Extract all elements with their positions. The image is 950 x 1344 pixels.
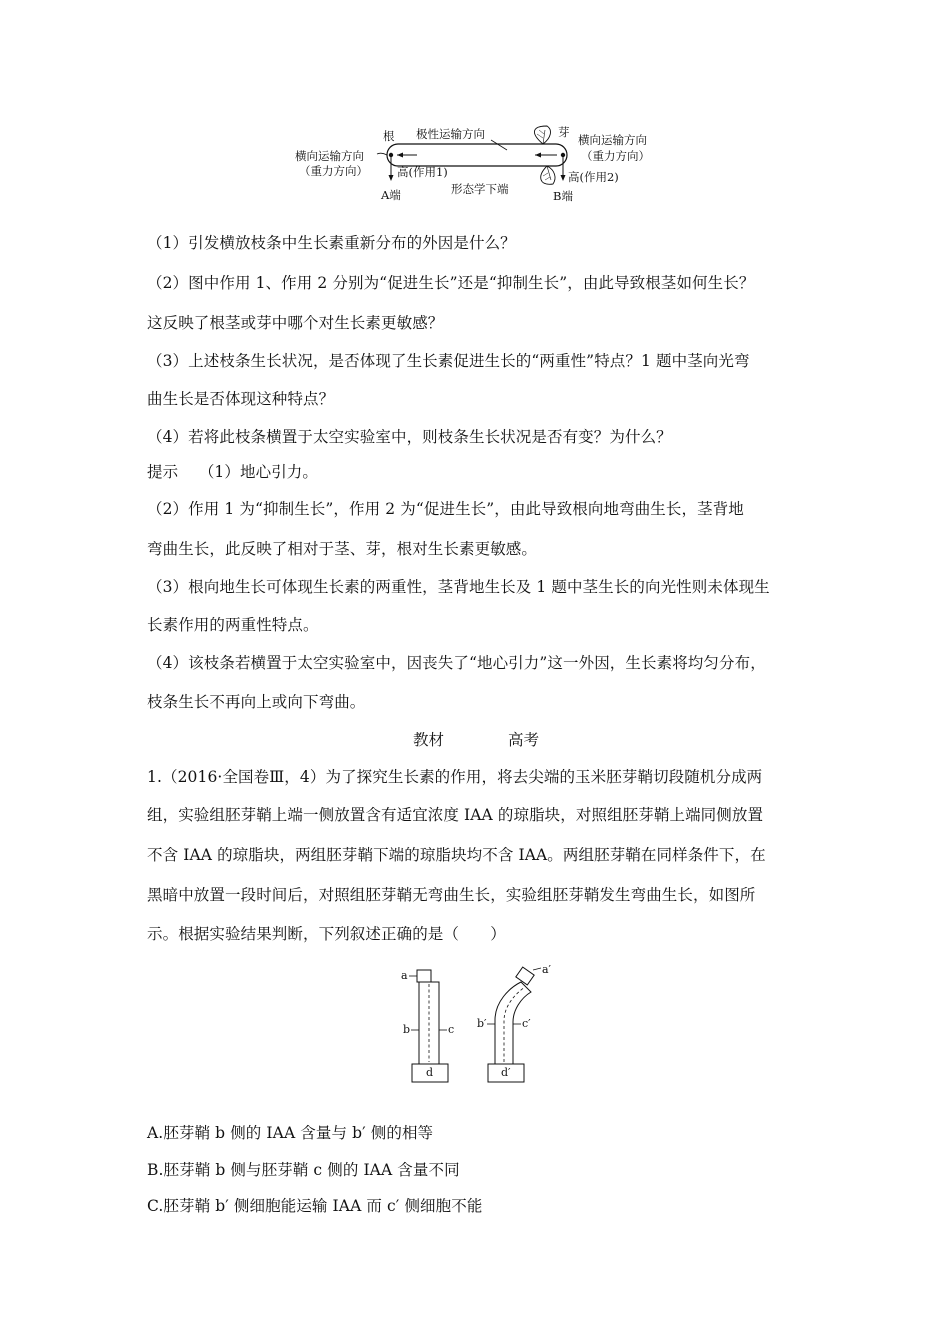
label-root: 根 xyxy=(383,129,395,143)
exam-question-line-1: 1.（2016·全国卷Ⅲ，4）为了探究生长素的作用，将去尖端的玉米胚芽鞘切段随机分成两 xyxy=(147,768,763,786)
hint-line-2: （2）作用 1 为“抑制生长”，作用 2 为“促进生长”，由此导致根向地弯曲生长，茎背地 xyxy=(147,500,744,518)
control-agar-block-a xyxy=(417,970,431,982)
hint-line-1: 提示 （1）地心引力。 xyxy=(147,463,318,481)
label-c-prime: c′ xyxy=(522,1017,531,1030)
hint-line-4: （4）该枝条若横置于太空实验室中，因丧失了“地心引力”这一外因，生长素将均匀分布， xyxy=(147,654,766,672)
root-tip xyxy=(377,153,387,155)
section-heading-textbook: 教材 xyxy=(413,731,445,749)
label-gravity-right: （重力方向） xyxy=(581,149,650,163)
question-line-4: （4）若将此枝条横置于太空实验室中，则枝条生长状况是否有变？为什么？ xyxy=(147,428,672,446)
hint-line-3: （3）根向地生长可体现生长素的两重性，茎背地生长及 1 题中茎生长的向光性则未体现生 xyxy=(147,578,770,596)
label-a-prime: a′ xyxy=(542,963,552,976)
label-high-action-2: 高(作用2) xyxy=(568,170,619,184)
label-gravity-left: （重力方向） xyxy=(299,164,368,178)
hint-line-4b: 枝条生长不再向上或向下弯曲。 xyxy=(147,693,366,711)
label-high-action-1: 高(作用1) xyxy=(397,165,448,179)
label-b: b xyxy=(403,1023,411,1036)
option-b: B.胚芽鞘 b 侧与胚芽鞘 c 侧的 IAA 含量不同 xyxy=(147,1161,460,1179)
label-d-prime: d′ xyxy=(501,1066,511,1079)
leaf-upper-icon xyxy=(534,126,550,144)
question-line-2b: 这反映了根茎或芽中哪个对生长素更敏感？ xyxy=(147,314,444,332)
exam-question-line-2: 组，实验组胚芽鞘上端一侧放置含有适宜浓度 IAA 的琼脂块，对照组胚芽鞘上端同侧放置 xyxy=(147,806,764,824)
end-a-dot xyxy=(389,153,393,157)
label-lateral-left: 横向运输方向 xyxy=(295,149,364,163)
experimental-agar-block-a2 xyxy=(516,967,534,985)
end-b-dot xyxy=(561,153,565,157)
label-lateral-right: 横向运输方向 xyxy=(578,133,647,147)
branch-diagram xyxy=(285,118,665,210)
label-b-prime: b′ xyxy=(477,1017,487,1030)
label-c: c xyxy=(448,1023,455,1036)
coleoptile-drawing xyxy=(385,964,565,1088)
exam-question-line-5: 示。根据实验结果判断，下列叙述正确的是（ ） xyxy=(147,925,506,943)
coleoptile-diagram xyxy=(385,964,565,1088)
label-d: d xyxy=(426,1066,434,1079)
hint-line-3b: 长素作用的两重性特点。 xyxy=(147,616,319,634)
question-line-3b: 曲生长是否体现这种特点？ xyxy=(147,390,335,408)
label-a: a xyxy=(401,969,408,982)
question-line-1: （1）引发横放枝条中生长素重新分布的外因是什么？ xyxy=(147,234,516,252)
label-end-b: B端 xyxy=(553,189,573,203)
option-a: A.胚芽鞘 b 侧的 IAA 含量与 b′ 侧的相等 xyxy=(147,1124,434,1142)
label-polar-direction: 极性运输方向 xyxy=(416,127,485,141)
question-line-3: （3）上述枝条生长状况，是否体现了生长素促进生长的“两重性”特点？1 题中茎向光弯 xyxy=(147,352,750,370)
question-line-2: （2）图中作用 1、作用 2 分别为“促进生长”还是“抑制生长”，由此导致根茎如何生长？ xyxy=(147,274,755,292)
option-c: C.胚芽鞘 b′ 侧细胞能运输 IAA 而 c′ 侧细胞不能 xyxy=(147,1197,483,1215)
section-heading-exam: 高考 xyxy=(508,731,540,749)
hint-line-2b: 弯曲生长，此反映了相对于茎、芽，根对生长素更敏感。 xyxy=(147,540,538,558)
label-morphological-lower-end: 形态学下端 xyxy=(451,182,509,196)
exam-question-line-4: 黑暗中放置一段时间后，对照组胚芽鞘无弯曲生长，实验组胚芽鞘发生弯曲生长，如图所 xyxy=(147,886,756,904)
label-end-a: A端 xyxy=(381,188,401,202)
label-bud: 芽 xyxy=(558,125,570,139)
exam-question-line-3: 不含 IAA 的琼脂块，两组胚芽鞘下端的琼脂块均不含 IAA。两组胚芽鞘在同样条件下，在 xyxy=(147,846,766,864)
